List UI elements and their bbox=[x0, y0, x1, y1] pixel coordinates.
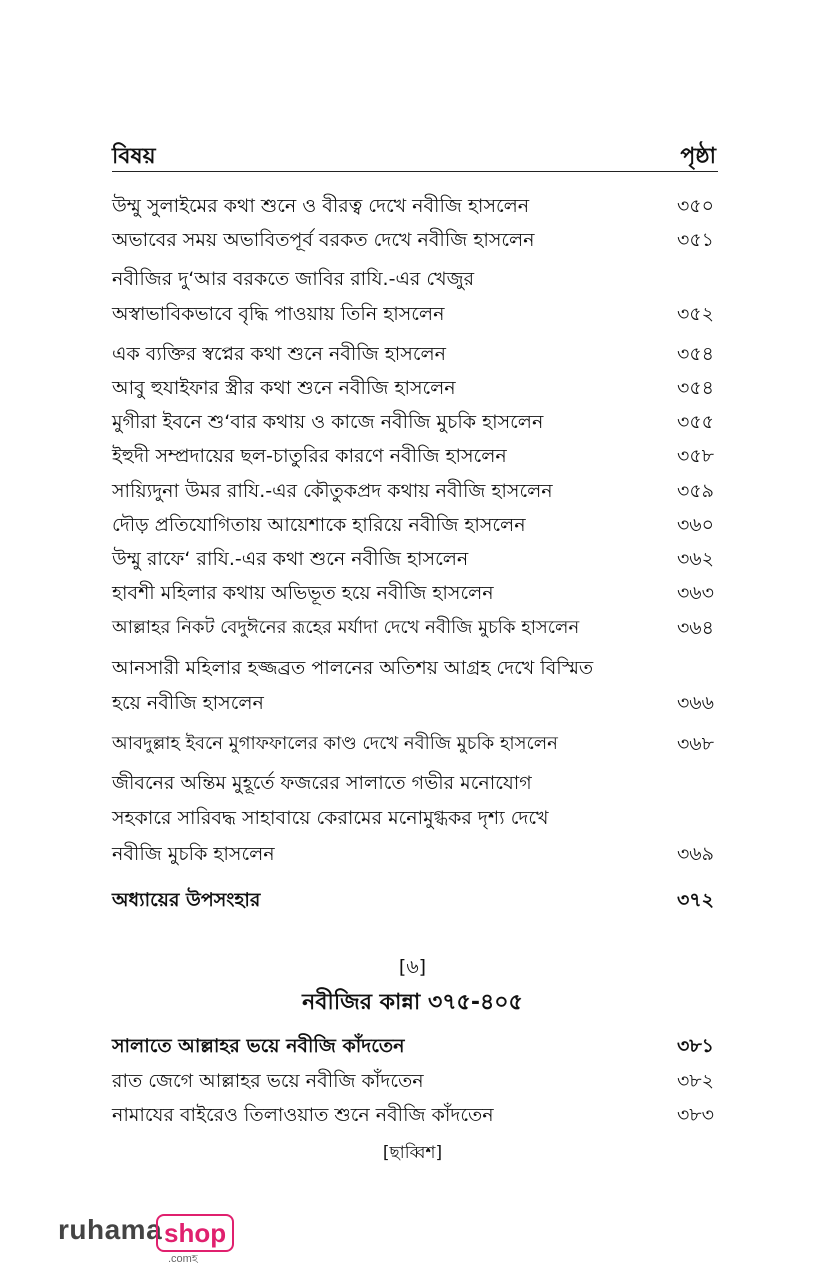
entry-title-line: সহকারে সারিবদ্ধ সাহাবায়ে কেরামের মনোমুগ্ধকর দৃশ্য দেখে bbox=[112, 807, 549, 829]
entry-page: ৩৬৩ bbox=[676, 582, 714, 604]
entry-page: ৩৮১ bbox=[676, 1035, 714, 1057]
logo-word: ruhama bbox=[58, 1214, 163, 1245]
section-title: নবীজির কান্না ৩৭৫-৪০৫ bbox=[302, 990, 523, 1015]
toc-entry[interactable] bbox=[112, 511, 718, 541]
entry-title: উম্মু রাফে‘ রাযি.-এর কথা শুনে নবীজি হাসলেন bbox=[112, 548, 469, 570]
section-number: [৬] bbox=[398, 956, 427, 978]
page-heading: পৃষ্ঠা bbox=[680, 144, 716, 169]
entry-title-line: নবীজির দু‘আর বরকতে জাবির রাযি.-এর খেজুর bbox=[112, 268, 475, 290]
entry-title-line: আনসারী মহিলার হজ্জব্রত পালনের অতিশয় আগ্রহ দেখে বিস্মিত bbox=[112, 657, 594, 679]
toc-entry[interactable] bbox=[112, 579, 718, 609]
entry-title: হাবশী মহিলার কথায় অভিভূত হয়ে নবীজি হাসলেন bbox=[112, 582, 494, 604]
toc-header bbox=[112, 135, 718, 172]
toc-entry[interactable] bbox=[112, 1032, 718, 1062]
entry-page: ৩৬৪ bbox=[676, 617, 714, 639]
toc-entry[interactable] bbox=[112, 840, 718, 870]
toc-entry[interactable] bbox=[112, 614, 718, 644]
entry-title: অধ্যায়ের উপসংহার bbox=[112, 889, 261, 911]
entry-page: ৩৬৯ bbox=[676, 843, 714, 865]
entry-title: রাত জেগে আল্লাহর ভয়ে নবীজি কাঁদতেন bbox=[112, 1070, 424, 1092]
entry-page: ৩৫৫ bbox=[676, 411, 714, 433]
entry-page: ৩৫৯ bbox=[676, 480, 714, 502]
entry-page: ৩৬০ bbox=[676, 514, 714, 536]
entry-page: ৩৬৮ bbox=[676, 733, 714, 755]
toc-entry[interactable] bbox=[112, 477, 718, 507]
entry-title: আল্লাহর নিকট বেদুঈনের রূহের মর্যাদা দেখে নবীজি মুচকি হাসলেন bbox=[112, 617, 580, 638]
toc-entry[interactable] bbox=[112, 1067, 718, 1097]
subject-heading: বিষয় bbox=[112, 144, 156, 169]
toc-entry[interactable] bbox=[112, 192, 718, 222]
entry-page: ৩৭২ bbox=[676, 889, 714, 911]
entry-page: ৩৮২ bbox=[676, 1070, 714, 1092]
entry-page: ৩৬৬ bbox=[676, 692, 714, 714]
toc-entry[interactable] bbox=[112, 226, 718, 256]
entry-page: ৩৫২ bbox=[676, 303, 714, 325]
toc-entry[interactable] bbox=[112, 1101, 718, 1131]
toc-entry[interactable] bbox=[112, 340, 718, 370]
entry-title: আবু হুযাইফার স্ত্রীর কথা শুনে নবীজি হাসলেন bbox=[112, 377, 456, 399]
entry-page: ৩৫৮ bbox=[676, 445, 714, 467]
entry-title: সালাতে আল্লাহর ভয়ে নবীজি কাঁদতেন bbox=[112, 1035, 405, 1057]
entry-page: ৩৫৪ bbox=[676, 377, 714, 399]
page-number: [ছাব্বিশ] bbox=[382, 1143, 443, 1163]
toc-entry-conclusion[interactable] bbox=[112, 886, 718, 916]
entry-page: ৩৫৪ bbox=[676, 343, 714, 365]
entry-page: ৩৫১ bbox=[676, 229, 714, 251]
toc-entry[interactable] bbox=[112, 300, 718, 330]
toc-entry[interactable] bbox=[112, 374, 718, 404]
entry-title: হয়ে নবীজি হাসলেন bbox=[112, 692, 264, 714]
toc-entry[interactable] bbox=[112, 545, 718, 575]
entry-title: নবীজি মুচকি হাসলেন bbox=[112, 843, 275, 865]
toc-entry[interactable] bbox=[112, 442, 718, 472]
entry-title: অস্বাভাবিকভাবে বৃদ্ধি পাওয়ায় তিনি হাসলেন bbox=[112, 303, 445, 325]
toc-entry[interactable] bbox=[112, 730, 718, 760]
entry-title: ইহুদী সম্প্রদায়ের ছল-চাতুরির কারণে নবীজি হাসলেন bbox=[112, 445, 507, 467]
toc-entry[interactable] bbox=[112, 689, 718, 719]
entry-title: মুগীরা ইবনে শু‘বার কথায় ও কাজে নবীজি মুচকি হাসলেন bbox=[112, 411, 544, 433]
entry-page: ৩৮৩ bbox=[676, 1104, 714, 1126]
entry-title: অভাবের সময় অভাবিতপূর্ব বরকত দেখে নবীজি হাসলেন bbox=[112, 229, 535, 251]
entry-title-line: জীবনের অন্তিম মুহূর্তে ফজরের সালাতে গভীর মনোযোগ bbox=[112, 772, 532, 794]
entry-page: ৩৫০ bbox=[676, 195, 714, 217]
ruhamashop-logo bbox=[58, 1212, 238, 1265]
entry-title: সায়্যিদুনা উমর রাযি.-এর কৌতুকপ্রদ কথায় নবীজি হাসলেন bbox=[112, 480, 553, 502]
entry-title: এক ব্যক্তির স্বপ্নের কথা শুনে নবীজি হাসলেন bbox=[112, 343, 446, 365]
entry-title: আবদুল্লাহ ইবনে মুগাফফালের কাণ্ড দেখে নবীজি মুচকি হাসলেন bbox=[112, 733, 558, 754]
entry-title: উম্মু সুলাইমের কথা শুনে ও বীরত্ব দেখে নবীজি হাসলেন bbox=[112, 195, 530, 217]
toc-entry[interactable] bbox=[112, 408, 718, 438]
entry-title: দৌড় প্রতিযোগিতায় আয়েশাকে হারিয়ে নবীজি হাসলেন bbox=[112, 514, 526, 536]
entry-title: নামাযের বাইরেও তিলাওয়াত শুনে নবীজি কাঁদতেন bbox=[112, 1104, 494, 1126]
logo-domain: .comহ bbox=[168, 1253, 198, 1265]
logo-shop-badge: shop bbox=[156, 1214, 234, 1252]
entry-page: ৩৬২ bbox=[676, 548, 714, 570]
